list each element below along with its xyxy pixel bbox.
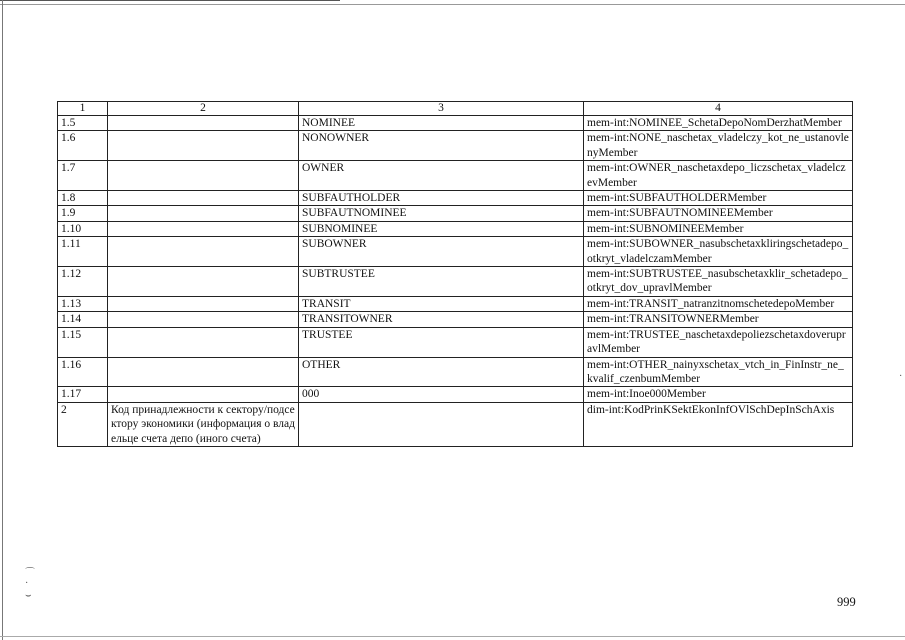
member-cell: mem-int:SUBFAUTNOMINEEMember <box>584 206 853 221</box>
description-cell <box>108 161 299 191</box>
member-cell: mem-int:SUBNOMINEEMember <box>584 221 853 236</box>
header-cell-1: 1 <box>58 102 108 116</box>
header-cell-3: 3 <box>299 102 584 116</box>
row-number-cell: 1.7 <box>58 161 108 191</box>
description-cell <box>108 296 299 311</box>
code-cell: SUBNOMINEE <box>299 221 584 236</box>
member-cell: mem-int:OTHER_nainyxschetax_vtch_in_FinInstr_ne_kvalif_czenbumMember <box>584 357 853 387</box>
code-cell: SUBFAUTHOLDER <box>299 191 584 206</box>
row-number-cell: 1.5 <box>58 116 108 131</box>
table-row <box>58 402 853 446</box>
row-number-cell: 2 <box>58 402 108 446</box>
member-cell: mem-int:OWNER_naschetaxdepo_liczschetax_vladelczevMember <box>584 161 853 191</box>
table-row <box>58 161 853 191</box>
page-left-border <box>2 0 3 640</box>
code-cell: TRANSIT <box>299 296 584 311</box>
description-cell <box>108 191 299 206</box>
table-header-row <box>58 102 853 116</box>
member-cell: mem-int:SUBFAUTHOLDERMember <box>584 191 853 206</box>
description-cell <box>108 237 299 267</box>
code-cell: OWNER <box>299 161 584 191</box>
code-cell: OTHER <box>299 357 584 387</box>
row-number-cell: 1.15 <box>58 327 108 357</box>
member-cell: mem-int:NONE_naschetax_vladelczy_kot_ne_ustanovlenyMember <box>584 131 853 161</box>
row-number-cell: 1.12 <box>58 267 108 297</box>
page-top-rule <box>0 0 340 1</box>
header-cell-4: 4 <box>584 102 853 116</box>
code-cell: SUBOWNER <box>299 237 584 267</box>
margin-scan-mark: · <box>899 371 903 382</box>
margin-scan-mark: ⌣ <box>25 590 32 601</box>
row-number-cell: 1.17 <box>58 387 108 402</box>
description-cell <box>108 312 299 327</box>
member-cell: mem-int:SUBTRUSTEE_nasubschetaxklir_schetadepo_otkryt_dov_upravlMember <box>584 267 853 297</box>
code-cell <box>299 402 584 446</box>
table-row <box>58 387 853 402</box>
description-cell <box>108 116 299 131</box>
description-cell: Код принадлежности к сектору/подсектору экономики (информация о владельце счета депо (иного счета) <box>108 402 299 446</box>
member-cell: mem-int:TRUSTEE_naschetaxdepoliezschetaxdoverupravlMember <box>584 327 853 357</box>
margin-scan-mark: ⌒ <box>25 568 35 579</box>
code-cell: SUBTRUSTEE <box>299 267 584 297</box>
code-cell: NOMINEE <box>299 116 584 131</box>
member-cell: mem-int:TRANSITOWNERMember <box>584 312 853 327</box>
table-row <box>58 191 853 206</box>
member-cell: mem-int:Inoe000Member <box>584 387 853 402</box>
header-cell-2: 2 <box>108 102 299 116</box>
description-cell <box>108 267 299 297</box>
row-number-cell: 1.8 <box>58 191 108 206</box>
table-row <box>58 116 853 131</box>
table-row <box>58 296 853 311</box>
description-cell <box>108 221 299 236</box>
code-cell: TRUSTEE <box>299 327 584 357</box>
description-cell <box>108 357 299 387</box>
row-number-cell: 1.13 <box>58 296 108 311</box>
description-cell <box>108 206 299 221</box>
row-number-cell: 1.10 <box>58 221 108 236</box>
member-table <box>57 101 853 447</box>
row-number-cell: 1.11 <box>58 237 108 267</box>
row-number-cell: 1.14 <box>58 312 108 327</box>
table-row <box>58 206 853 221</box>
member-cell: dim-int:KodPrinKSektEkonInfOVlSchDepInSchAxis <box>584 402 853 446</box>
table-row <box>58 131 853 161</box>
page-number: 999 <box>837 595 856 609</box>
table-row <box>58 267 853 297</box>
row-number-cell: 1.16 <box>58 357 108 387</box>
code-cell: 000 <box>299 387 584 402</box>
code-cell: TRANSITOWNER <box>299 312 584 327</box>
page-bottom-border <box>0 636 905 637</box>
description-cell <box>108 131 299 161</box>
table-row <box>58 357 853 387</box>
row-number-cell: 1.6 <box>58 131 108 161</box>
member-cell: mem-int:TRANSIT_natranzitnomschetedepoMember <box>584 296 853 311</box>
description-cell <box>108 327 299 357</box>
page-top-border <box>0 4 905 5</box>
code-cell: SUBFAUTNOMINEE <box>299 206 584 221</box>
table-row <box>58 312 853 327</box>
description-cell <box>108 387 299 402</box>
code-cell: NONOWNER <box>299 131 584 161</box>
row-number-cell: 1.9 <box>58 206 108 221</box>
margin-scan-mark: · <box>25 578 29 589</box>
member-cell: mem-int:NOMINEE_SchetaDepoNomDerzhatMember <box>584 116 853 131</box>
table-row <box>58 327 853 357</box>
table-row <box>58 237 853 267</box>
table-row <box>58 221 853 236</box>
member-cell: mem-int:SUBOWNER_nasubschetaxkliringschetadepo_otkryt_vladelczamMember <box>584 237 853 267</box>
